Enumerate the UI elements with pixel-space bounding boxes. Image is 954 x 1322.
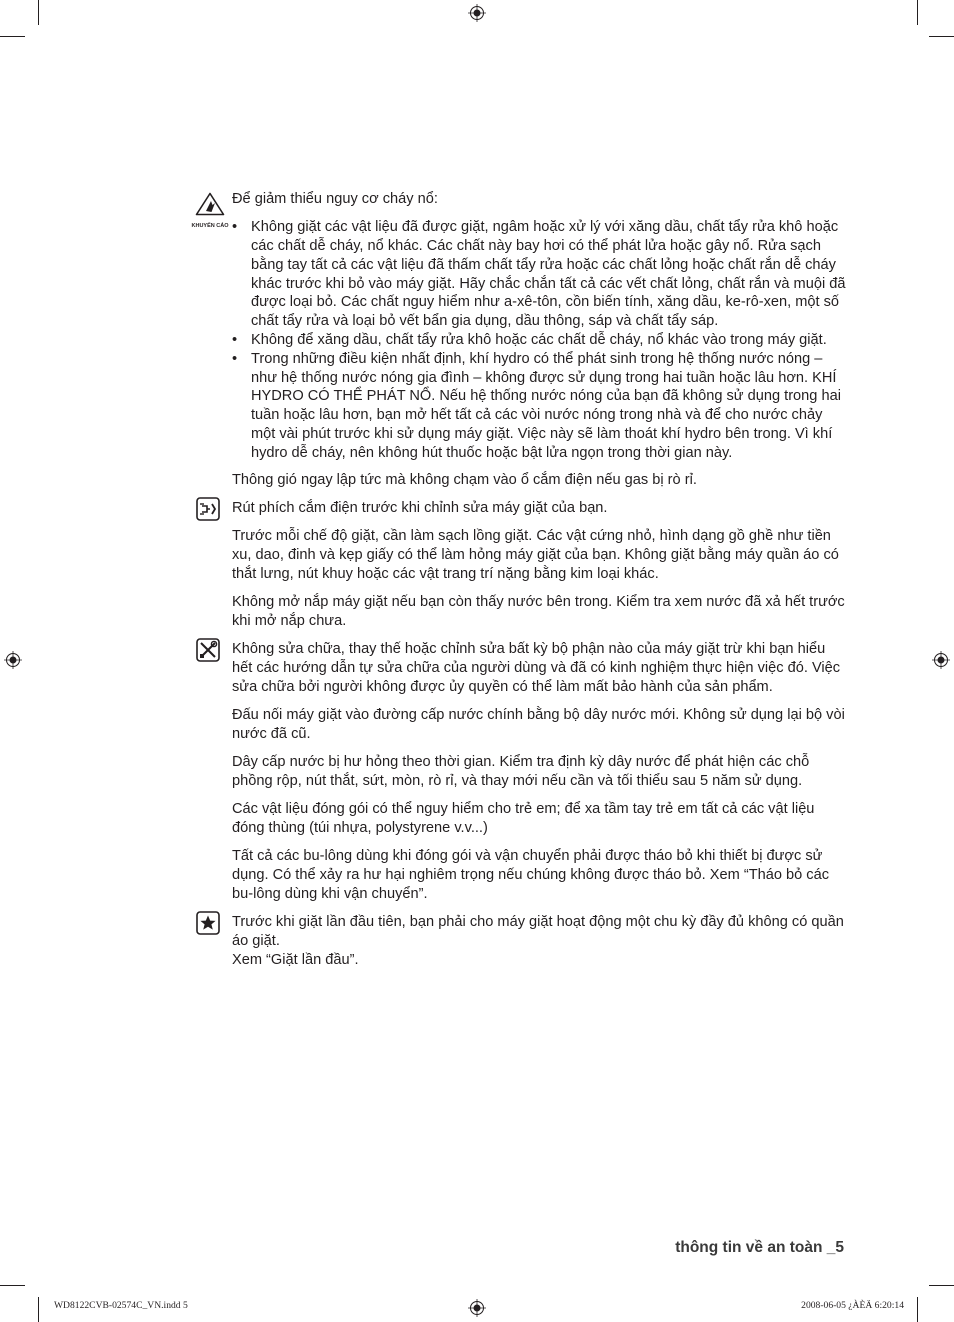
warning-intro: Để giảm thiểu nguy cơ cháy nổ: <box>232 191 438 207</box>
footer-page-title: thông tin về an toàn _5 <box>675 1239 844 1256</box>
registration-mark-icon <box>932 651 950 669</box>
crop-mark <box>917 0 918 25</box>
slug-filename: WD8122CVB-02574C_VN.indd 5 <box>54 1300 188 1311</box>
star-icon <box>196 911 220 935</box>
unplug-paragraph: Rút phích cắm điện trước khi chỉnh sửa máy giặt của bạn. <box>232 499 608 516</box>
crop-mark <box>38 1297 39 1322</box>
note-text: Trước khi giặt lần đầu tiên, bạn phải cho máy giặt hoạt động một chu kỳ đầy đủ không có quần áo giặt. <box>232 914 844 950</box>
unplug-section <box>190 499 846 631</box>
repair-paragraph: Đấu nối máy giặt vào đường cấp nước chính bằng bộ dây nước mới. Không sử dụng lại bộ vòi nước đã cũ. <box>232 707 845 742</box>
crop-mark <box>38 0 39 25</box>
repair-paragraph: Các vật liệu đóng gói có thể nguy hiểm cho trẻ em; để xa tầm tay trẻ em tất cả các vật liệu đóng thùng (túi nhựa, polystyrene v.v...) <box>232 801 815 837</box>
list-item: • Không để xăng dầu, chất tẩy rửa khô hoặc các chất dễ cháy, nổ khác vào trong máy giặt. <box>232 331 846 350</box>
note-section <box>190 913 846 969</box>
warning-section <box>190 190 846 489</box>
list-item: • Trong những điều kiện nhất định, khí hydro có thể phát sinh trong hệ thống nước nóng – như hệ thống nước nóng gia đình – không được sử dụng trong hai tuần hoặc lâu hơn. KHÍ HYDRO CÓ THỂ PHÁT NỔ. Nếu hệ thống nước nóng của bạn đã không sử dụng trong hai tuần hoặc lâu hơn, bạn mở hết tất cả các vòi nước nóng trong nhà và để cho nước chảy một vài phút trước khi sử dụng máy giặt. Việc này sẽ làm thoát khí hydro bên trong. Vì khí hydro dễ cháy, nên không hút thuốc hoặc bật lửa ngọn trong thời gian này. <box>232 350 846 463</box>
slug-timestamp: 2008-06-05 ¿ÀÈÄ 6:20:14 <box>801 1300 904 1311</box>
crop-mark <box>0 1285 25 1286</box>
warning-label: KHUYẾN CÁO <box>191 222 229 229</box>
registration-mark-icon <box>468 1299 486 1317</box>
crop-mark <box>929 1285 954 1286</box>
crop-mark <box>929 36 954 37</box>
unplug-paragraph: Trước mỗi chế độ giặt, cần làm sạch lồng giặt. Các vật cứng nhỏ, hình dạng gồ ghề như tiền xu, dao, đinh và kẹp giấy có thể làm hỏng máy giặt của bạn. Không giặt bằng máy quần áo có thắt lưng, nút khuy hoặc các vật trang trí nặng bằng kim loại khác. <box>232 528 839 582</box>
repair-paragraph: Không sửa chữa, thay thế hoặc chỉnh sửa bất kỳ bộ phận nào của máy giặt trừ khi bạn hiểu hết các hướng dẫn tự sửa chữa của người dùng và đã có kinh nghiệm thực hiện việc đó. Việc sửa chữa bởi người không được ủy quyền có thể làm mất bảo hành của sản phẩm. <box>232 641 841 695</box>
crop-mark <box>0 36 25 37</box>
registration-mark-icon <box>468 4 486 22</box>
warning-closing: Thông gió ngay lập tức mà không chạm vào ổ cắm điện nếu gas bị rò rỉ. <box>232 471 697 488</box>
no-disassembly-icon <box>196 638 220 662</box>
warning-bullet-list <box>232 218 846 462</box>
note-reference: Xem “Giặt lần đầu”. <box>232 951 359 968</box>
registration-mark-icon <box>4 651 22 669</box>
page-content <box>190 190 846 979</box>
list-item: • Không giặt các vật liệu đã được giặt, ngâm hoặc xử lý với xăng dầu, chất tẩy rửa khô hoặc các chất dễ cháy, nổ khác. Các chất này bay hơi có thể phát lửa hoặc gây nổ. Rửa sạch bằng tay tất cả các vật liệu đã thấm chất tẩy rửa hoặc các chất lỏng hoặc chất rắn dễ cháy khác trước khi bỏ vào máy giặt. Hãy chắc chắn tất cả các vết chất lỏng, chất rắn và muội đã được loại bỏ. Các chất nguy hiểm như a-xê-tôn, cồn biến tính, xăng dầu, ke-rô-xen, một số chất tẩy rửa và loại bỏ vết bẩn gia dụng, dầu thông, sáp và chất tẩy sáp. <box>232 218 846 331</box>
crop-mark <box>917 1297 918 1322</box>
repair-paragraph: Tất cả các bu-lông dùng khi đóng gói và vận chuyển phải được tháo bỏ khi thiết bị được sử dụng. Có thể xảy ra hư hại nghiêm trọng nếu chúng không được tháo bỏ. Xem “Tháo bỏ các bu-lông dùng khi vận chuyển”. <box>232 848 830 902</box>
repair-paragraph: Dây cấp nước bị hư hỏng theo thời gian. Kiểm tra định kỳ dây nước để phát hiện các chỗ phồng rộp, nút thắt, sứt, mòn, rò rỉ, và thay mới nếu cần và tối thiểu sau 5 năm sử dụng. <box>232 754 810 790</box>
repair-section <box>190 640 846 904</box>
warning-triangle-icon <box>195 192 225 216</box>
warning-icon-group <box>190 192 230 229</box>
unplug-icon <box>196 497 220 521</box>
unplug-paragraph: Không mở nắp máy giặt nếu bạn còn thấy nước bên trong. Kiểm tra xem nước đã xả hết trước khi mở nắp chưa. <box>232 594 845 629</box>
